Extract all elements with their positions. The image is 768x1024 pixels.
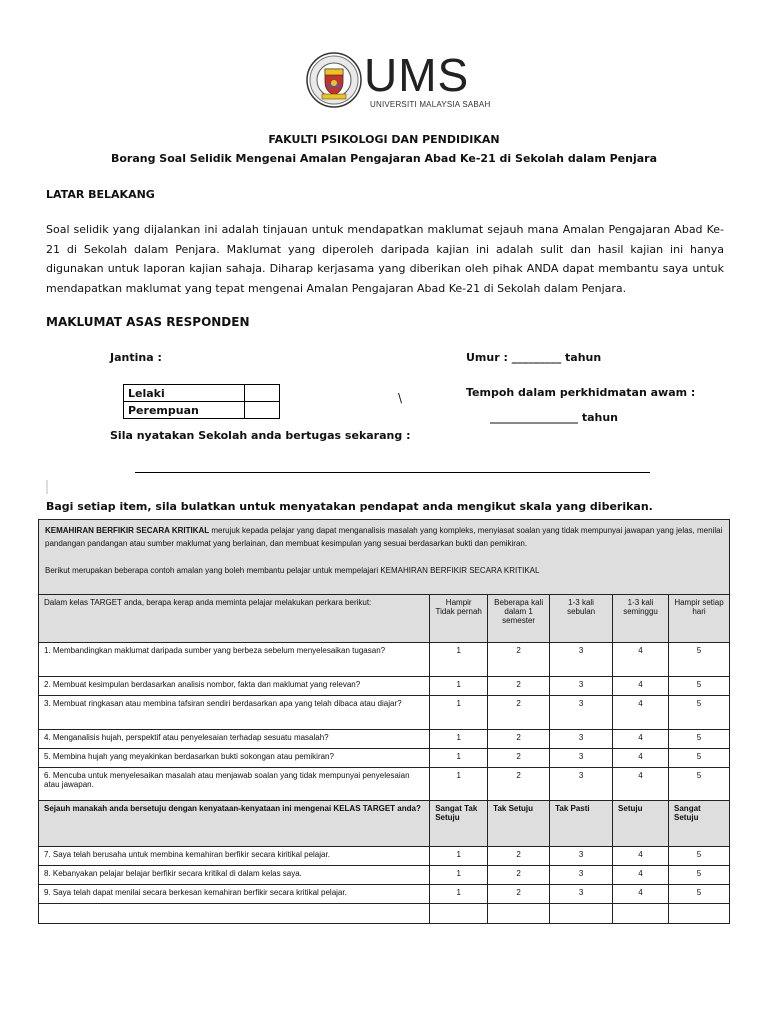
scale-option[interactable]: 1 — [430, 866, 488, 885]
faculty-title: FAKULTI PSIKOLOGI DAN PENDIDIKAN — [268, 133, 500, 146]
scale-option[interactable]: 4 — [613, 677, 669, 696]
section2-question: Sejauh manakah anda bersetuju dengan kenyataan-kenyataan ini mengenai KELAS TARGET anda? — [39, 801, 430, 847]
item-text: 8. Kebanyakan pelajar belajar berfikir secara kritikal di dalam kelas saya. — [39, 866, 430, 885]
scale-option[interactable]: 3 — [550, 730, 613, 749]
table-intro — [39, 520, 730, 595]
ums-logo — [306, 49, 491, 112]
item-text: 2. Membuat kesimpulan berdasarkan analisis nombor, fakta dan maklumat yang relevan? — [39, 677, 430, 696]
empty-cell — [488, 904, 550, 924]
scale-option[interactable]: 3 — [550, 749, 613, 768]
scale-option[interactable]: 5 — [669, 643, 730, 677]
scale-option[interactable]: 3 — [550, 696, 613, 730]
service-label: Tempoh dalam perkhidmatan awam : — [466, 386, 696, 399]
section1-question: Dalam kelas TARGET anda, berapa kerap anda meminta pelajar melakukan perkara berikut: — [39, 595, 430, 643]
instruction-text: Bagi setiap item, sila bulatkan untuk menyatakan pendapat anda mengikut skala yang diberikan. — [46, 500, 653, 513]
scale-option[interactable]: 2 — [488, 847, 550, 866]
scale-option[interactable]: 1 — [430, 696, 488, 730]
item-text: 7. Saya telah berusaha untuk membina kemahiran berfikir secara kiritikal pelajar. — [39, 847, 430, 866]
scale-option[interactable]: 4 — [613, 885, 669, 904]
scale-option[interactable]: 1 — [430, 768, 488, 801]
scale-option[interactable]: 4 — [613, 749, 669, 768]
scale-option[interactable]: 2 — [488, 768, 550, 801]
item-text: 9. Saya telah dapat menilai secara berkesan kemahiran berfikir secara kritikal pelajar. — [39, 885, 430, 904]
scale-option[interactable]: 4 — [613, 730, 669, 749]
scale-option[interactable]: 2 — [488, 730, 550, 749]
scale-option[interactable]: 3 — [550, 677, 613, 696]
scale-option[interactable]: 3 — [550, 643, 613, 677]
scale2-header: Sangat Setuju — [669, 801, 730, 847]
scale1-header: Hampir setiap hari — [669, 595, 730, 643]
gender-option-male: Lelaki — [124, 385, 245, 402]
university-seal-icon — [306, 52, 362, 108]
school-input-line[interactable] — [135, 472, 650, 473]
background-paragraph: Soal selidik yang dijalankan ini adalah tinjauan untuk mendapatkan maklumat sejauh mana Amalan Pengajaran Abad Ke-21 di Sekolah dalam Penjara. Maklumat yang diperoleh daripada kajian ini adalah sulit dan hasil kajian ini hanya digunakan untuk laporan kajian sahaja. Diharap kerjasama yang diberikan oleh pihak ANDA dapat membantu saya untuk mendapatkan maklumat yang tepat mengenai Amalan Pengajaran Abad Ke-21 di Sekolah dalam Penjara. — [46, 223, 724, 295]
scale-option[interactable]: 5 — [669, 677, 730, 696]
item-text: 5. Membina hujah yang meyakinkan berdasarkan bukti sokongan atau pemikiran? — [39, 749, 430, 768]
empty-cell — [550, 904, 613, 924]
scale-option[interactable]: 5 — [669, 847, 730, 866]
scale-option[interactable]: 4 — [613, 866, 669, 885]
scale-option[interactable]: 2 — [488, 866, 550, 885]
scale-option[interactable]: 3 — [550, 768, 613, 801]
gender-checkbox-female[interactable] — [245, 402, 280, 419]
margin-mark — [46, 480, 48, 494]
scale-option[interactable]: 1 — [430, 730, 488, 749]
age-field[interactable]: Umur : _________ tahun — [466, 351, 602, 364]
scale-option[interactable]: 3 — [550, 866, 613, 885]
scale-option[interactable]: 1 — [430, 749, 488, 768]
background-heading: LATAR BELAKANG — [46, 188, 155, 201]
scale-option[interactable]: 4 — [613, 847, 669, 866]
scale-option[interactable]: 3 — [550, 885, 613, 904]
scale-option[interactable]: 4 — [613, 768, 669, 801]
empty-cell — [613, 904, 669, 924]
scale-option[interactable]: 2 — [488, 677, 550, 696]
scale-option[interactable]: 4 — [613, 643, 669, 677]
scale-option[interactable]: 5 — [669, 866, 730, 885]
scale-option[interactable]: 5 — [669, 885, 730, 904]
intro-bold: KEMAHIRAN BERFIKIR SECARA KRITIKAL — [45, 526, 210, 535]
intro-note: Berikut merupakan beberapa contoh amalan yang boleh membantu pelajar untuk mempelajari KEMAHIRAN BERFIKIR SECARA KRITIKAL — [45, 566, 540, 575]
item-text: 4. Menganalisis hujah, perspektif atau penyelesaian terhadap sesuatu masalah? — [39, 730, 430, 749]
item-text: 1. Membandingkan maklumat daripada sumber yang berbeza sebelum menyelesaikan tugasan? — [39, 643, 430, 677]
scale-option[interactable]: 1 — [430, 677, 488, 696]
scale-option[interactable]: 2 — [488, 749, 550, 768]
scale2-header: Tak Setuju — [488, 801, 550, 847]
intro-text: merujuk kepada pelajar yang dapat menganalisis masalah yang kompleks, menyiasat soalan yang tidak mempunyai jawapan yang jelas, menilai pandangan pandangan atau sumber maklumat yang berlainan, dan membuat kesimpulan yang sesuai berdasarkan bukti dan pemikiran. — [45, 526, 723, 548]
scale-option[interactable]: 2 — [488, 696, 550, 730]
scale1-header: Hampir Tidak pernah — [430, 595, 488, 643]
scale-option[interactable]: 5 — [669, 730, 730, 749]
item-text: 3. Membuat ringkasan atau membina tafsiran sendiri berdasarkan apa yang telah dibaca atau diajar? — [39, 696, 430, 730]
scale-option[interactable]: 2 — [488, 643, 550, 677]
logo-wordmark: UMS — [364, 49, 470, 101]
gender-option-female: Perempuan — [124, 402, 245, 419]
scale-option[interactable]: 2 — [488, 885, 550, 904]
scale-option[interactable]: 3 — [550, 847, 613, 866]
scale-option[interactable]: 5 — [669, 696, 730, 730]
empty-cell — [669, 904, 730, 924]
scale-option[interactable]: 1 — [430, 643, 488, 677]
school-label: Sila nyatakan Sekolah anda bertugas sekarang : — [110, 429, 411, 442]
scale-option[interactable]: 1 — [430, 885, 488, 904]
scale1-header: 1-3 kali sebulan — [550, 595, 613, 643]
scale-option[interactable]: 5 — [669, 768, 730, 801]
scale1-header: Beberapa kali dalam 1 semester — [488, 595, 550, 643]
scale-option[interactable]: 1 — [430, 847, 488, 866]
scale-option[interactable]: 5 — [669, 749, 730, 768]
item-text: 6. Mencuba untuk menyelesaikan masalah atau menjawab soalan yang tidak mempunyai penyelesaian atau jawapan. — [39, 768, 430, 801]
scale2-header: Sangat Tak Setuju — [430, 801, 488, 847]
respondent-heading: MAKLUMAT ASAS RESPONDEN — [46, 315, 250, 329]
form-title: Borang Soal Selidik Mengenai Amalan Pengajaran Abad Ke-21 di Sekolah dalam Penjara — [110, 152, 658, 165]
scale2-header: Tak Pasti — [550, 801, 613, 847]
service-field[interactable]: ________________ tahun — [490, 411, 619, 424]
gender-table — [123, 384, 280, 419]
scale-option[interactable]: 4 — [613, 696, 669, 730]
logo-subtitle: UNIVERSITI MALAYSIA SABAH — [370, 100, 491, 109]
survey-table — [38, 519, 730, 924]
empty-cell — [430, 904, 488, 924]
gender-checkbox-male[interactable] — [245, 385, 280, 402]
separator-mark: \ — [398, 391, 403, 405]
scale1-header: 1-3 kali seminggu — [613, 595, 669, 643]
empty-cell — [39, 904, 430, 924]
scale2-header: Setuju — [613, 801, 669, 847]
gender-label: Jantina : — [110, 351, 162, 364]
